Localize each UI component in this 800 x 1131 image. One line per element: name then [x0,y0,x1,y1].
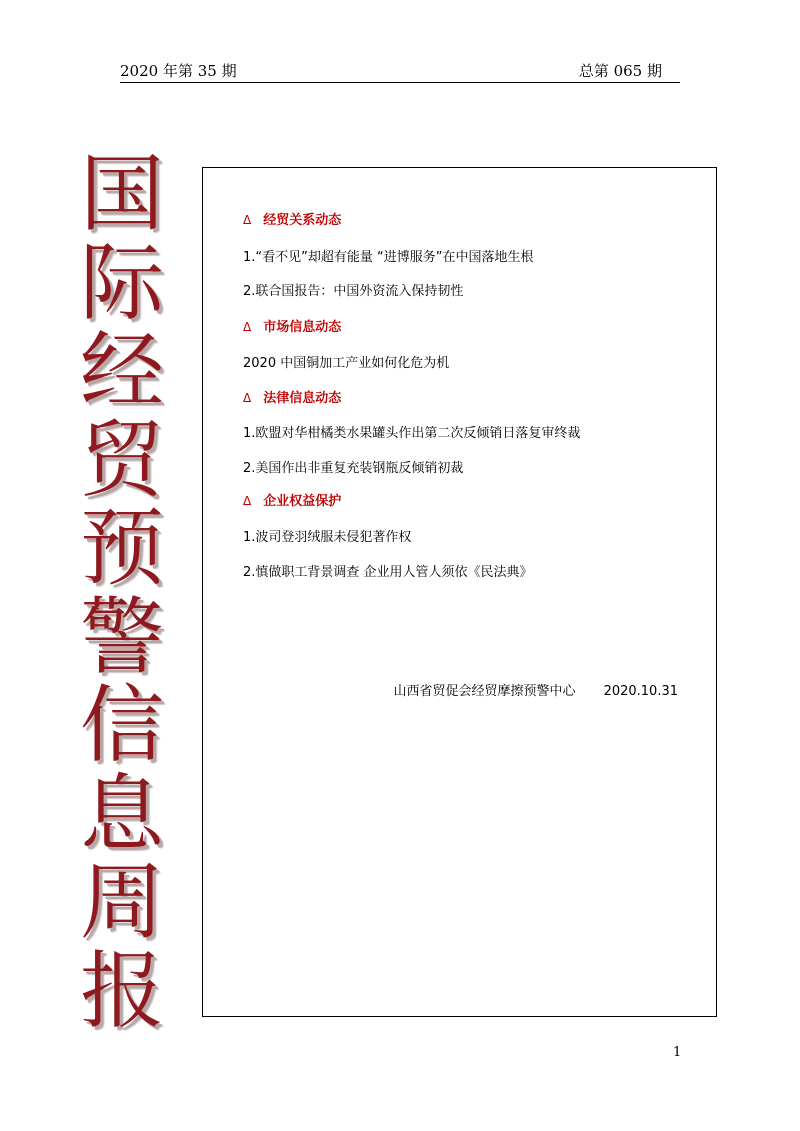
title-char: 警 [79,587,164,686]
issuer-org: 山西省贸促会经贸摩擦预警中心 [393,684,576,699]
section-heading-label: 法律信息动态 [263,391,342,406]
section-heading-trade-relations [243,209,341,228]
list-item[interactable]: 2.慎做职工背景调查 企业用人管人须依《民法典》 [243,565,533,580]
section-heading-label: 市场信息动态 [263,320,342,335]
list-item[interactable]: 2.联合国报告：中国外资流入保持韧性 [243,284,464,299]
section-heading-legal-info [243,387,341,406]
list-item[interactable]: 1.“看不见”却超有能量 “进博服务”在中国落地生根 [243,250,534,265]
issue-date: 2020.10.31 [603,684,678,699]
delta-icon: Δ [243,213,252,227]
title-char: 信 [79,676,164,774]
section-heading-label: 企业权益保护 [263,494,342,509]
title-char: 周 [79,853,164,951]
vertical-title [62,145,182,1040]
title-char: 报 [79,941,164,1040]
title-char: 国 [79,145,164,243]
page-number: 1 [673,1045,682,1060]
section-heading-market-info [243,316,341,335]
title-char: 际 [79,233,164,332]
list-item[interactable]: 2.美国作出非重复充装钢瓶反倾销初裁 [243,461,464,476]
delta-icon: Δ [243,494,252,508]
list-item[interactable]: 2020 中国铜加工产业如何化危为机 [243,356,450,371]
delta-icon: Δ [243,320,252,334]
title-char: 息 [79,764,164,863]
issue-number: 2020 年第 35 期 [120,62,237,80]
section-heading-enterprise-rights [243,490,341,509]
delta-icon: Δ [243,391,252,405]
total-issue-number: 总第 065 期 [578,62,662,80]
title-char: 经 [79,322,164,420]
contents-box [202,167,717,1017]
list-item[interactable]: 1.欧盟对华柑橘类水果罐头作出第二次反倾销日落复审终裁 [243,426,581,441]
issuer-line [394,680,678,699]
list-item[interactable]: 1.波司登羽绒服未侵犯著作权 [243,530,412,545]
title-char: 贸 [79,410,164,509]
page-header [120,58,680,83]
title-char: 预 [79,499,164,597]
section-heading-label: 经贸关系动态 [263,213,342,228]
